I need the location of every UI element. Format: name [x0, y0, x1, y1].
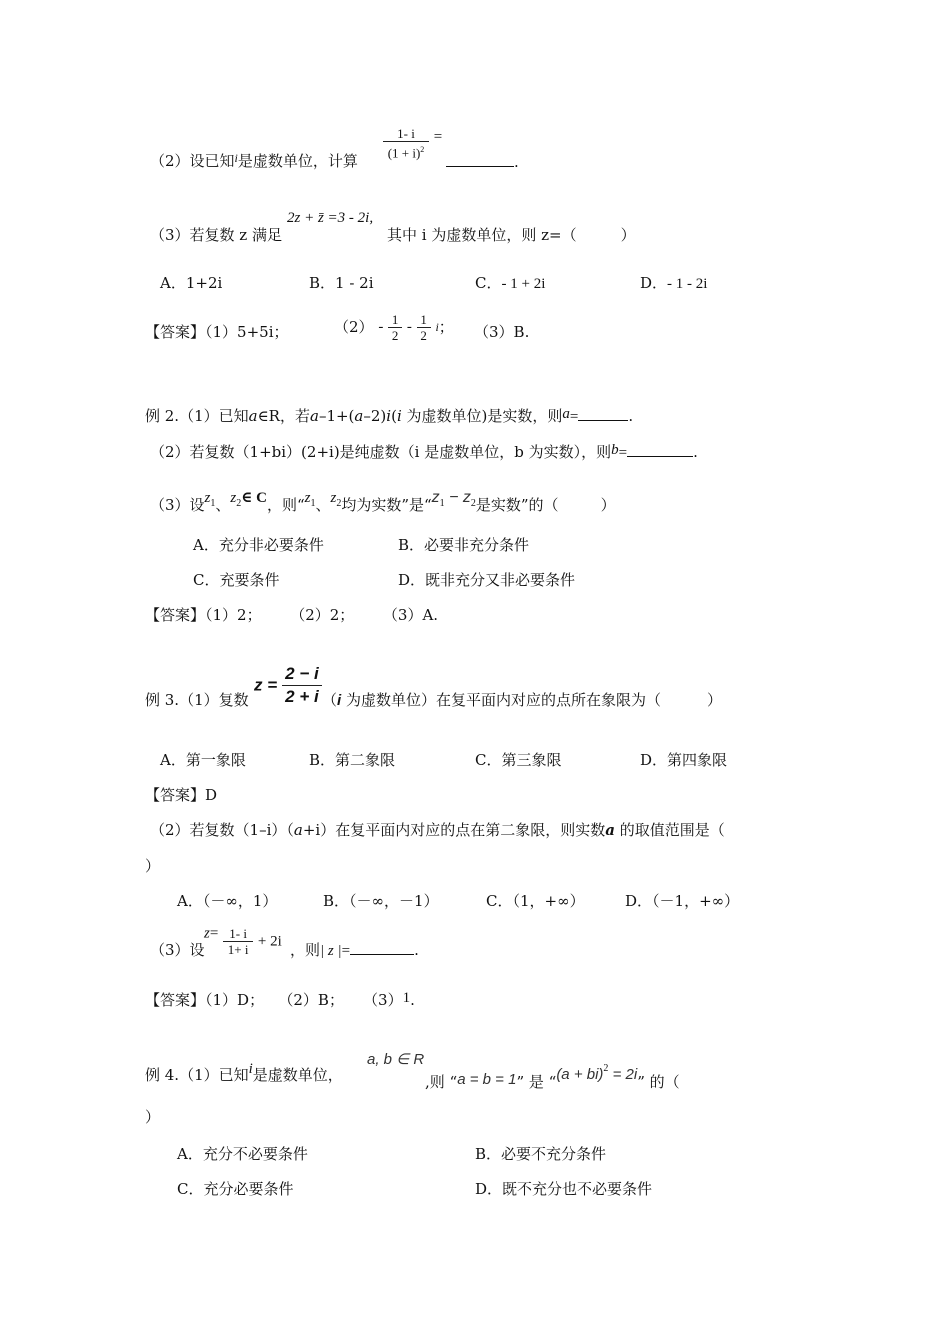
- ex2-q3-mid: ，则“: [266, 496, 305, 514]
- separator: 、: [215, 496, 231, 514]
- superscript: 2: [603, 1063, 609, 1074]
- choice-value: - 1 + 2i: [501, 276, 546, 292]
- choice-letter: C．: [475, 274, 502, 292]
- var-z: z: [204, 490, 211, 506]
- frac-num: 2 − i: [282, 663, 322, 686]
- choice-value: （－∞，1）: [202, 892, 278, 910]
- ex1-q3-text: 其中 i 为虚数单位，则 z=（: [387, 226, 577, 244]
- var-a: a: [248, 407, 258, 425]
- ex3-q1-choice-b: [309, 750, 395, 770]
- var-z: z: [330, 490, 337, 506]
- ex1-q3-rest: [387, 225, 636, 245]
- period: .: [414, 941, 419, 959]
- ex3-q1-choice-a: [160, 750, 246, 770]
- var-z: z: [204, 925, 210, 942]
- ex1-q3-label: （3）若复数 z 满足: [150, 226, 282, 244]
- frac-num: 1- i: [223, 926, 253, 942]
- choice-value: 1 - 2i: [335, 274, 374, 292]
- choice-value: 充分不必要条件: [202, 1145, 308, 1163]
- ex1-q3-choice-b: [309, 273, 374, 293]
- ex2-q2-line: [150, 440, 698, 463]
- choice-letter: D．: [475, 1180, 503, 1198]
- choice-value: 第一象限: [185, 751, 246, 769]
- ex1-q2-text: 是虚数单位，计算: [237, 152, 358, 170]
- choice-letter: D．: [640, 274, 668, 292]
- ex3-q2-text3: 的取值范围是（: [614, 821, 725, 839]
- choice-letter: B．: [398, 536, 425, 554]
- ex3-q2-text2: +i）在复平面内对应的点在第二象限，则实数: [302, 821, 606, 839]
- ab-in-r: a, b ∈ R: [367, 1051, 425, 1068]
- ex1-answer-3: [474, 322, 529, 342]
- choice-letter: C．: [486, 892, 513, 910]
- choice-value: （1，+∞）: [512, 892, 585, 910]
- ex4-q1-rest: [425, 1059, 680, 1092]
- var-a: a: [309, 407, 319, 425]
- diff-expr: − z: [444, 489, 471, 506]
- ex2-answer: （1）2； （2）2； （3）A.: [205, 606, 439, 624]
- ex1-q3-close: ）: [620, 226, 636, 244]
- choice-letter: D．: [625, 892, 653, 910]
- ex2-q2-blank: [627, 442, 693, 457]
- ex3-answer-3: 1: [402, 990, 411, 1006]
- ex3-q2-close-line: [145, 856, 160, 876]
- choice-letter: D．: [640, 751, 668, 769]
- frac-den: 2: [391, 328, 399, 343]
- choice-letter: A．: [177, 1145, 203, 1163]
- var-a: a: [562, 406, 570, 422]
- close-paren: ）: [145, 857, 161, 875]
- subscript: 1: [439, 498, 445, 509]
- var-i: i: [248, 1061, 253, 1077]
- ex1-q2-eq: =: [433, 129, 443, 146]
- separator: 、: [315, 496, 331, 514]
- period: .: [628, 407, 634, 425]
- ex1-q2-fraction: [383, 126, 442, 160]
- choice-value: 充分非必要条件: [218, 536, 324, 554]
- frac-den: 2: [420, 328, 427, 343]
- ex1-answer-2-label: （2）: [334, 318, 374, 336]
- ex3-q3-line: [150, 940, 205, 960]
- choice-value: - 1 - 2i: [667, 276, 708, 292]
- expr-part: –2): [363, 407, 387, 425]
- var-i: i: [396, 407, 402, 425]
- ex3-q1-tail: 为虚数单位）在复平面内对应的点所在象限为（: [341, 691, 661, 709]
- choice-value: 既非充分又非必要条件: [425, 571, 576, 589]
- choice-value: 充要条件: [219, 571, 280, 589]
- ex2-q1-prefix: 例 2.（1）已知: [145, 407, 249, 425]
- choice-letter: C．: [475, 751, 502, 769]
- subscript: 1: [310, 498, 316, 509]
- ex2-q1-line: [145, 404, 633, 427]
- ex3-q1-choice-c: [475, 750, 562, 770]
- ex4-q1-ab: [367, 1049, 424, 1070]
- ex4-q1-tail: ” 的（: [637, 1073, 680, 1091]
- choice-value: 第三象限: [501, 751, 562, 769]
- choice-letter: D．: [398, 571, 426, 589]
- frac-num: 1: [417, 312, 431, 328]
- ex1-q2-tail: .: [514, 153, 519, 171]
- ex4-choice-c: [177, 1179, 294, 1199]
- cond-a-b-1: a = b = 1: [457, 1071, 517, 1088]
- choice-letter: A．: [177, 892, 203, 910]
- ex1-q2-label: （2）设已知: [150, 152, 235, 170]
- ex4-q1-text: 是虚数单位，: [252, 1066, 343, 1084]
- ex1-answer-line: [145, 322, 289, 342]
- subscript: 2: [336, 498, 342, 509]
- choice-letter: C．: [193, 571, 220, 589]
- ex1-q3-choice-d: [640, 273, 707, 294]
- ex3-q3-label: （3）设: [150, 941, 205, 959]
- ex1-q2-frac-num: 1- i: [383, 126, 429, 142]
- ex1-q3-line: [150, 225, 282, 245]
- ex2-q2-text: （2）若复数（1+bi）(2+i)是纯虚数（i 是虚数单位，b 为实数），则: [150, 443, 612, 461]
- answer-tag: 【答案】: [145, 323, 206, 341]
- ex3-q2-choice-d: [625, 891, 739, 911]
- var-a: a: [354, 407, 364, 425]
- close-paren: ）: [706, 691, 722, 709]
- subscript: 2: [236, 498, 242, 509]
- abs-z: | z |: [320, 943, 342, 959]
- choice-letter: A．: [160, 274, 186, 292]
- ex3-q1-choice-d: [640, 750, 727, 770]
- ex1-q2-frac-den: (1 + i): [387, 145, 421, 161]
- choice-letter: B．: [309, 274, 336, 292]
- ex3-q2-choice-b: [323, 891, 439, 911]
- plus-2i: + 2i: [257, 933, 282, 950]
- ex3-q2-choice-c: [486, 891, 585, 911]
- choice-value: 1+2i: [185, 274, 223, 292]
- choice-value: 必要非充分条件: [424, 536, 530, 554]
- ex1-answer-3-text: （3）B.: [474, 323, 530, 341]
- ex2-choice-b: [398, 535, 529, 555]
- ex2-q1-blank: [578, 406, 628, 421]
- answer-tag: 【答案】: [145, 786, 206, 804]
- ex1-answer-2-end: ；: [438, 318, 454, 336]
- ex2-q1-tail: 为虚数单位)是实数，则: [401, 407, 563, 425]
- choice-letter: C．: [177, 1180, 204, 1198]
- expr-part: –1+(: [318, 407, 355, 425]
- frac-num: 1: [388, 312, 402, 328]
- ex3-q3-then: ，则: [290, 941, 321, 959]
- choice-letter: A．: [160, 751, 186, 769]
- subscript: 1: [210, 498, 216, 509]
- eq-sign: =: [209, 925, 219, 942]
- ex4-choice-a: [177, 1144, 308, 1164]
- ex1-q2-i: i: [234, 151, 238, 165]
- ex4-q1-then: ,则 “: [425, 1073, 458, 1091]
- choice-value: （－∞，－1）: [349, 892, 439, 910]
- ex3-q2-line: [150, 820, 725, 840]
- minus-sign: -: [378, 319, 384, 335]
- ex4-q1-prefix: 例 4.（1）已知: [145, 1066, 249, 1084]
- ex1-q2-line: [150, 148, 358, 171]
- choice-letter: B．: [309, 751, 336, 769]
- var-z: z: [304, 490, 311, 506]
- ex3-q1-prefix: 例 3.（1）复数: [145, 691, 249, 709]
- set-membership: ∈ C: [241, 490, 267, 506]
- choice-value: 第二象限: [335, 751, 396, 769]
- minus-sign: -: [406, 319, 412, 335]
- ex3-answer: （1）D； （2）B； （3）: [205, 991, 403, 1009]
- var-i: i: [337, 692, 342, 709]
- ex3-q3-rest: [290, 940, 419, 961]
- choice-letter: A．: [193, 536, 219, 554]
- eq-sign: =: [569, 409, 579, 425]
- ex2-q3-tail: 是实数”的（: [475, 496, 559, 514]
- answer-tag: 【答案】: [145, 991, 206, 1009]
- var-a: a: [605, 821, 615, 839]
- ex2-q3-mid2: 均为实数”是“: [341, 496, 432, 514]
- period: .: [410, 991, 415, 1009]
- ex2-q1-mid: ∈R，若: [257, 407, 310, 425]
- choice-value: 第四象限: [667, 751, 728, 769]
- var-z: z: [431, 489, 440, 506]
- open-paren: （: [322, 691, 338, 709]
- ex3-q2-text1: （2）若复数（1–i）（: [150, 821, 294, 839]
- period: .: [693, 443, 698, 461]
- var-z: z: [230, 490, 237, 506]
- var-b: b: [611, 442, 619, 458]
- ex1-q2-frac-sup: 2: [420, 145, 425, 154]
- cond-square: (a + bi): [556, 1066, 604, 1083]
- ex1-answer-2-i: i: [435, 320, 439, 334]
- choice-letter: B．: [475, 1145, 502, 1163]
- ex4-choice-d: [475, 1179, 652, 1199]
- ex2-choice-a: [193, 535, 324, 555]
- close-paren: ）: [145, 1108, 161, 1126]
- ex1-q3-choice-a: [160, 273, 222, 293]
- ex3-q2-choice-a: [177, 891, 277, 911]
- ex1-q3-formula-box: [287, 207, 373, 228]
- ex1-q2-blank-line: [446, 152, 519, 172]
- ex4-q1-line: [145, 1059, 343, 1085]
- ex1-answer-1: （1）5+5i；: [205, 323, 289, 341]
- z-equals: z =: [254, 675, 278, 695]
- ex3-q3-blank: [350, 940, 414, 955]
- ex3-answer-line: [145, 988, 415, 1010]
- ex1-answer-2: [334, 312, 454, 343]
- ex3-q1-answer: [145, 785, 217, 805]
- eq-sign: =: [618, 445, 628, 461]
- var-i: i: [386, 407, 392, 425]
- cond-2i: = 2i: [608, 1066, 638, 1083]
- ex2-choice-d: [398, 570, 575, 590]
- var-a: a: [293, 821, 303, 839]
- ex4-q1-mid: ” 是 “: [516, 1073, 557, 1091]
- ex3-q1-answer-value: D: [205, 786, 218, 804]
- ex2-q3-line: [150, 488, 616, 515]
- choice-value: （－1，+∞）: [652, 892, 740, 910]
- ex1-q3-choice-c: [475, 273, 545, 294]
- ex3-q1-line: [145, 690, 249, 710]
- ex3-q1-rest: [322, 690, 722, 711]
- frac-den: 1+ i: [227, 942, 249, 957]
- choice-value: 充分必要条件: [203, 1180, 294, 1198]
- close-paren: ）: [600, 496, 616, 514]
- subscript: 2: [470, 498, 476, 509]
- ex2-choice-c: [193, 570, 280, 590]
- ex3-q1-formula: [254, 663, 322, 708]
- ex4-q1-close-line: [145, 1107, 160, 1127]
- choice-value: 既不充分也不必要条件: [502, 1180, 653, 1198]
- ex1-q3-formula: 2z + z̄ =3 - 2i,: [287, 210, 374, 226]
- ex2-q3-label: （3）设: [150, 496, 205, 514]
- ex4-choice-b: [475, 1144, 606, 1164]
- ex3-q3-formula: [204, 926, 282, 957]
- eq-sign: =: [341, 943, 351, 959]
- frac-den: 2 + i: [285, 687, 319, 706]
- choice-value: 必要不充分条件: [501, 1145, 607, 1163]
- ex2-answer-line: [145, 605, 438, 625]
- ex1-q2-blank: [446, 152, 514, 167]
- expr-part: (: [391, 407, 397, 425]
- answer-tag: 【答案】: [145, 606, 206, 624]
- choice-letter: B．: [323, 892, 350, 910]
